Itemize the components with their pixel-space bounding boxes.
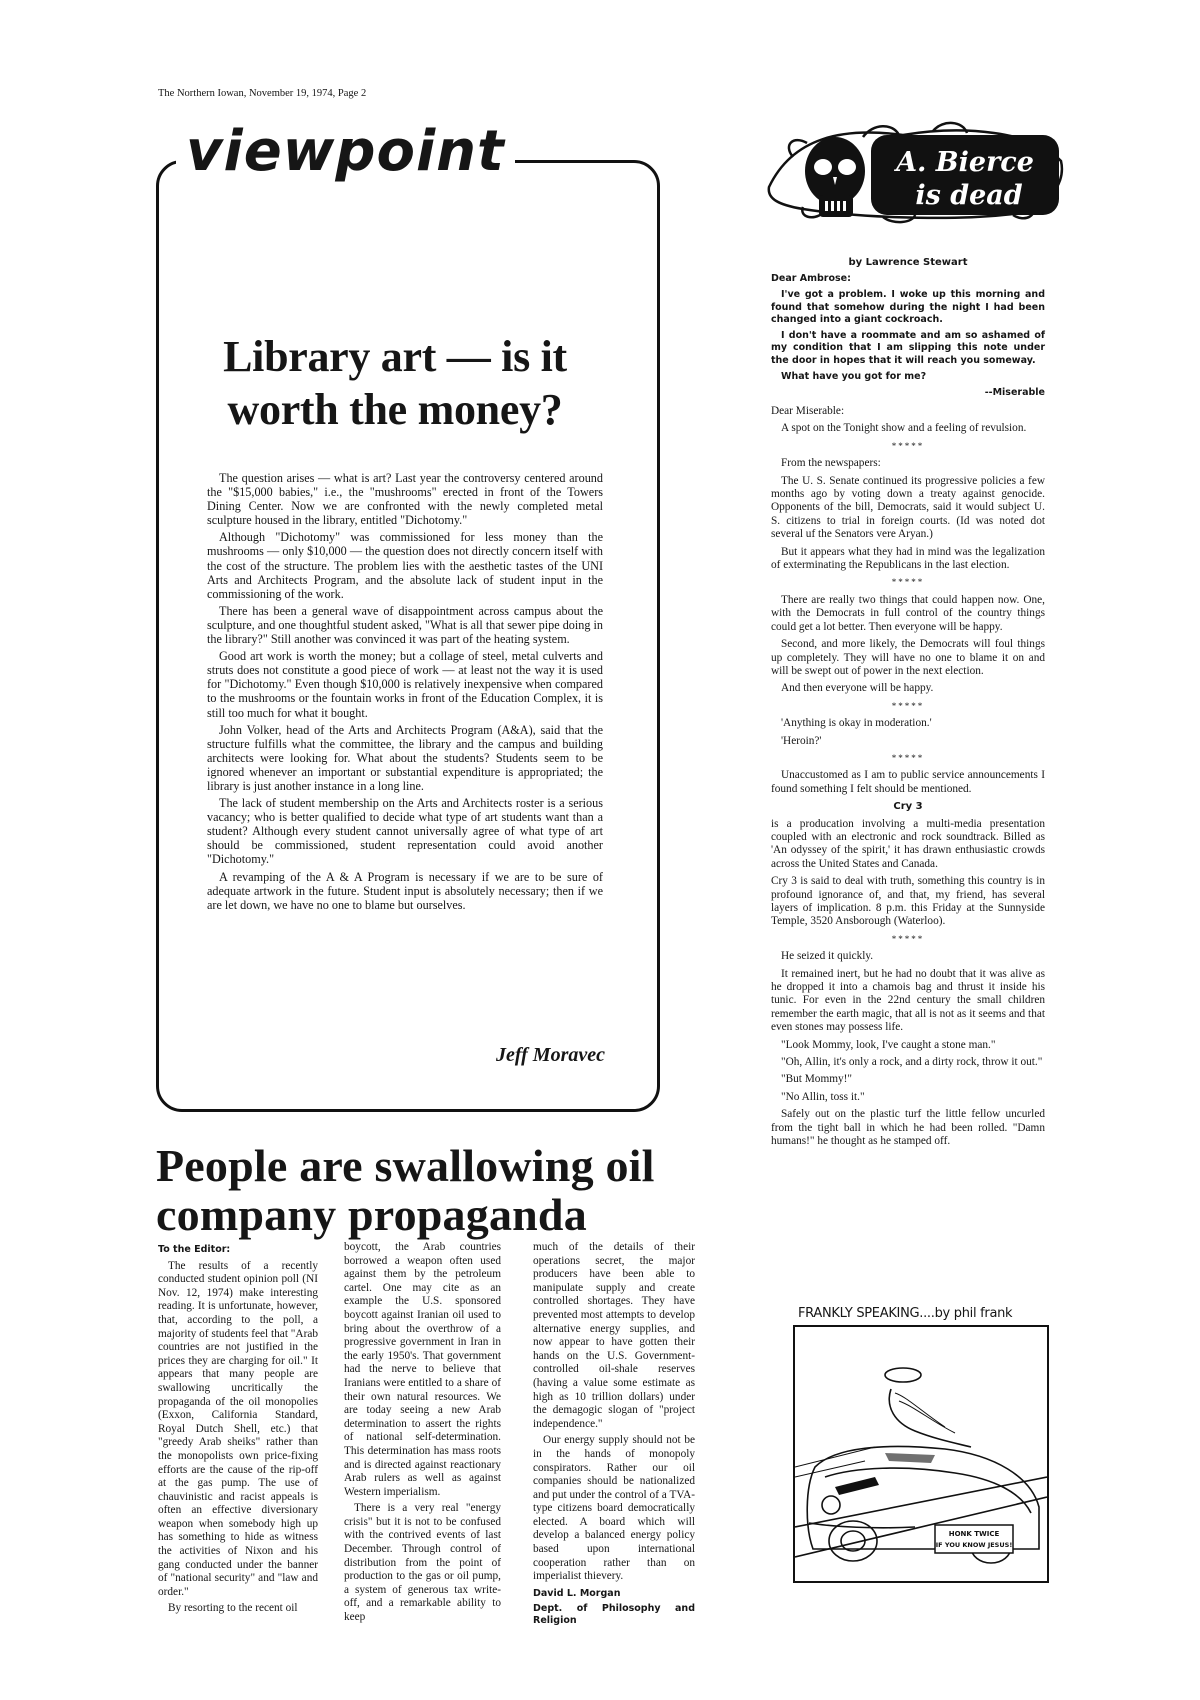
paragraph: Good art work is worth the money; but a collage of steel, metal culverts and struts does not constitute a good piece of work — at least not the way it is used for "Dichotomy." Even though $10,000 is relatively inexpensive when compared to the mushrooms or the fountain works in front of the Education Complex, it is still too much for what it bought. — [207, 649, 603, 720]
editorial-headline: Library art — is it worth the money? — [223, 332, 567, 434]
letter-signature: --Miserable — [984, 387, 1045, 399]
paragraph: The U. S. Senate continued its progressive policies a few months ago by voting down a treaty against genocide. Opponents of the bill, Democrats, said it would subject U. S. citizens to trial in foreign courts. (Id was noted dot several uf the Senators vere Aryan.) — [771, 474, 1045, 541]
paragraph: I've got a problem. I woke up this morning and found that somehow during the night I had been changed into a giant cockroach. — [771, 289, 1045, 325]
reader-letter — [771, 273, 1045, 404]
comic-title: FRANKLY SPEAKING....by phil frank — [798, 1306, 1013, 1321]
paragraph: Our energy supply should not be in the hands of monopoly conspirators. Rather our oil companies should be nationalized and put under the control of a TVA-type citizens board democratically elected. A board which will develop a balanced energy policy based upon international cooperation rather than on imperialist thievery. — [533, 1434, 695, 1583]
paragraph: It remained inert, but he had no doubt that it was alive as he dropped it into a chamois bag and thrust it inside his tunic. For even in the 22nd century the small children remember the earth magic, that all is not as it seems and that even stones may possess life. — [771, 967, 1045, 1034]
paragraph: What have you got for me? — [781, 371, 927, 383]
bumper-sticker-line2: IF YOU KNOW JESUS! — [935, 1541, 1013, 1549]
paragraph: is a producation involving a multi-media presentation coupled with an electronic and rock soundtrack. Billed as 'An odyssey of the spirit,' it has drawn enthusiastic crowds across the United States and Canada. — [771, 817, 1045, 870]
paragraph: "But Mommy!" — [781, 1073, 853, 1086]
reply-salutation: Dear Miserable: — [771, 405, 845, 417]
signature-dept: Dept. of Philosophy and Religion — [533, 1602, 695, 1626]
column-body — [771, 405, 1045, 1153]
star-divider: ***** — [891, 752, 925, 763]
paragraph: much of the details of their operations secret, the major producers have been able to manipulate supply and create controlled shortages. They have prevented most attempts to develop alternative energy supplies, and now appear to have gotten their hands on the U.S. Government-controlled oil-shale reserves (having a value some estimate as high as 10 trillion dollars) under the demagogic slogan of "project independence." — [533, 1241, 695, 1430]
paragraph: John Volker, head of the Arts and Architects Program (A&A), said that the structure fulfills what the committee, the library and the campus and building architects were looking for. What about the students? Students seem to be ignored whenever an important or substantial expenditure is appropriated; the library is just another instance in a long line. — [207, 722, 603, 793]
paragraph: Although "Dichotomy" was commissioned for less money than the mushrooms — only $10,000 — the question does not directly concern itself with the cost of the structure. The problem lies with the aesthetic tastes of the UNI Arts and Architects Program, and the absolute lack of student input in the commissioning of the work. — [207, 530, 603, 601]
paragraph: I don't have a roommate and am so ashamed of my condition that I am slipping this note under the door in hopes that it will reach you someway. — [771, 330, 1045, 366]
paragraph: The results of a recently conducted student opinion poll (NI Nov. 12, 1974) make interesting reading. It is unfortunate, however, that, according to the poll, a majority of students feel that "Arab countries are not justified in the prices they are charging for oil." It appears that many people are swallowing uncritically the propaganda of the oil monopolies (Exxon, California Standard, Royal Dutch Shell, etc.) that "greedy Arab sheiks" rather than the monopolists own price-fixing efforts are the cause of the rip-off at the gas pump. The use of chauvinistic and racist appeals is often an effective diversionary weapon when somebody high up has something to hide as witness the activities of Nixon and his gang conducted under the banner of "national security" and "law and order." — [158, 1259, 318, 1598]
logo-text-line2: is dead — [915, 180, 1023, 211]
paragraph: There is a very real "energy crisis" but it is not to be confused with the contrived events of last December. Through control of distribution from the point of production to the gas or oil pump, a system of generous tax write-off, and a remarkable ability to keep — [344, 1502, 501, 1624]
paragraph: There are really two things that could happen now. One, with the Democrats in full control of the country things could get a lot better. Then everyone will be happy. — [771, 593, 1045, 633]
paragraph: But it appears what they had in mind was the legalization of exterminating the Republicans in the last election. — [771, 545, 1045, 572]
editorial-byline: Jeff Moravec — [495, 1044, 605, 1066]
paragraph: The question arises — what is art? Last year the controversy centered around the "$15,000 babies," i.e., the "mushrooms" erected in front of the Towers Dining Center. Now we are confronted with the newly completed metal sculpture housed in the library, entitled "Dichotomy." — [207, 471, 603, 528]
paragraph: 'Anything is okay in moderation.' — [781, 717, 932, 730]
paragraph: Unaccustomed as I am to public service announcements I found something I felt should be mentioned. — [771, 769, 1045, 795]
letter-column-2 — [344, 1241, 501, 1628]
paragraph: A revamping of the A & A Program is necessary if we are to be sure of adequate artwork in the future. Student input is absolutely necessary; then if we are let down, we have no one to blame but ourselves. — [207, 869, 603, 912]
paragraph: 'Heroin?' — [781, 734, 822, 747]
star-divider: ***** — [891, 700, 925, 711]
paragraph: By resorting to the recent oil — [168, 1602, 298, 1615]
paragraph: From the newspapers: — [781, 457, 881, 470]
star-divider: ***** — [891, 440, 925, 451]
paragraph: There has been a general wave of disappointment across campus about the sculpture, and one thoughtful student asked, "What is all that sewer pipe doing in the library?" Still another was convinced it was part of the heating system. — [207, 603, 603, 647]
section-title: viewpoint — [176, 118, 515, 186]
letter-salutation: To the Editor: — [158, 1244, 231, 1255]
paragraph: boycott, the Arab countries borrowed a weapon often used against them by the petroleum cartel. One may cite as an example the U.S. sponsored boycott against Iranian oil used to bring about the overthrow of a progressive government in Iran in the early 1950's. That government had the nerve to believe that Iranians were entitled to a share of their own natural resources. We are today seeing a new Arab determination to assert the rights of national self-determination. This determination has mass roots and is directed against reactionary Arab rulers as well as against Western imperialism. — [344, 1241, 501, 1498]
bumper-sticker-line1: HONK TWICE — [948, 1530, 1000, 1538]
logo-text-line1: A. Bierce — [896, 147, 1034, 178]
letter-column-1 — [158, 1243, 318, 1619]
paragraph: Safely out on the plastic turf the little fellow uncurled from the tight ball in which he had been rolled. "Damn humans!" he thought as he stamped off. — [771, 1108, 1045, 1148]
column-byline: by Lawrence Stewart — [848, 257, 968, 268]
letter-salutation: Dear Ambrose: — [771, 273, 851, 284]
paragraph: And then everyone will be happy. — [781, 682, 934, 695]
subheading: Cry 3 — [893, 801, 923, 813]
paragraph: "Oh, Allin, it's only a rock, and a dirty rock, throw it out." — [781, 1056, 1043, 1069]
star-divider: ***** — [891, 577, 925, 588]
comic-illustration — [795, 1327, 1047, 1581]
letter-column-3 — [533, 1241, 695, 1630]
paragraph: Cry 3 is said to deal with truth, something this country is in profound ignorance of, and that, my friend, has several layers of implication. 8 p.m. this Friday at the Sunnyside Temple, 3520 Ansborough (Waterloo). — [771, 875, 1045, 928]
page-header: The Northern Iowan, November 19, 1974, Page 2 — [158, 88, 367, 99]
paragraph: "Look Mommy, look, I've caught a stone man." — [781, 1038, 996, 1051]
editorial-body — [207, 471, 603, 915]
paragraph: "No Allin, toss it." — [781, 1090, 865, 1103]
signature-name: David L. Morgan — [533, 1587, 621, 1599]
bierce-logo — [763, 117, 1069, 225]
paragraph: He seized it quickly. — [781, 950, 874, 963]
star-divider: ***** — [891, 933, 925, 944]
paragraph: A spot on the Tonight show and a feeling of revulsion. — [781, 422, 1027, 435]
paragraph: The lack of student membership on the Arts and Architects roster is a serious vacancy; who is better qualified to decide what type of art students want than a student? Although every student cannot universally agree of what type of art should be commissioned, student representation could avoid another "Dichotomy." — [207, 796, 603, 867]
paragraph: Second, and more likely, the Democrats will foul things up completely. They will have no one to blame it on and will be swept out of power in the next election. — [771, 638, 1045, 677]
letter-headline: People are swallowing oil company propaganda — [156, 1140, 655, 1240]
